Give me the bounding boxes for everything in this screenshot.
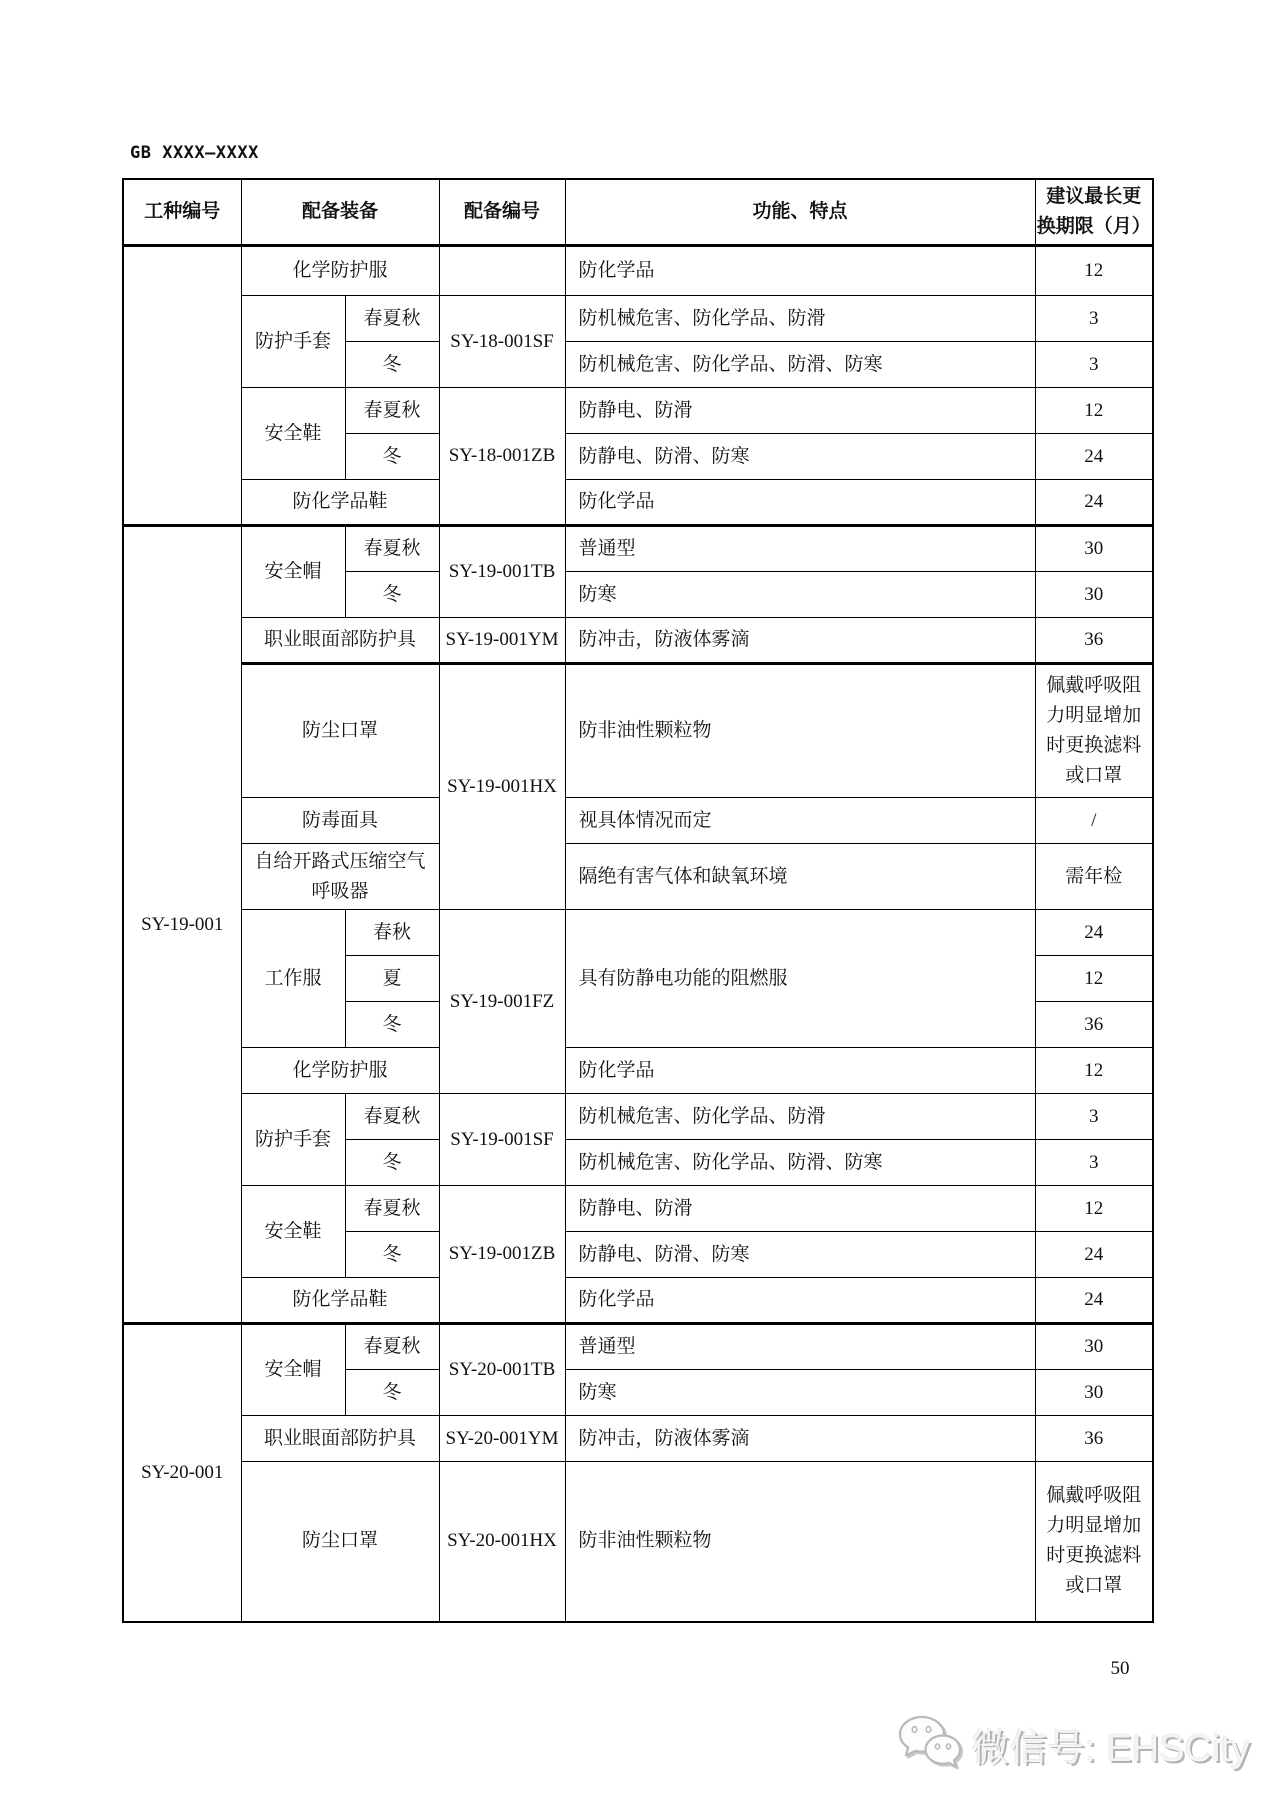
period-cell: 24 <box>1035 1278 1153 1324</box>
function-cell: 防化学品 <box>565 1048 1035 1094</box>
equipment-code-cell: SY-19-001SF <box>439 1094 565 1186</box>
period-cell: 12 <box>1035 1048 1153 1094</box>
period-cell: 30 <box>1035 1324 1153 1370</box>
period-cell: 需年检 <box>1035 844 1153 910</box>
season-cell: 冬 <box>345 1370 439 1416</box>
equipment-cell: 防尘口罩 <box>241 1462 439 1622</box>
function-cell: 具有防静电功能的阻燃服 <box>565 910 1035 1048</box>
function-cell: 防化学品 <box>565 246 1035 296</box>
period-cell: 24 <box>1035 434 1153 480</box>
job-code-cell <box>123 246 241 526</box>
job-code-cell: SY-19-001 <box>123 526 241 1324</box>
equipment-cell: 防护手套 <box>241 1094 345 1186</box>
period-cell: 36 <box>1035 618 1153 664</box>
season-cell: 冬 <box>345 434 439 480</box>
period-cell: 36 <box>1035 1416 1153 1462</box>
season-cell: 冬 <box>345 1002 439 1048</box>
function-cell: 防机械危害、防化学品、防滑 <box>565 296 1035 342</box>
equipment-code-cell: SY-20-001YM <box>439 1416 565 1462</box>
season-cell: 春秋 <box>345 910 439 956</box>
equipment-cell: 自给开路式压缩空气呼吸器 <box>241 844 439 910</box>
function-cell: 防化学品 <box>565 1278 1035 1324</box>
function-cell: 防静电、防滑 <box>565 1186 1035 1232</box>
column-header: 建议最长更 换期限（月） <box>1035 179 1153 246</box>
period-cell: 12 <box>1035 246 1153 296</box>
equipment-cell: 职业眼面部防护具 <box>241 1416 439 1462</box>
season-cell: 夏 <box>345 956 439 1002</box>
table-row <box>123 388 1153 434</box>
equipment-code-cell: SY-19-001FZ <box>439 910 565 1094</box>
period-cell: 3 <box>1035 1094 1153 1140</box>
function-cell: 防静电、防滑、防寒 <box>565 434 1035 480</box>
equipment-code-cell <box>439 246 565 296</box>
table-row <box>123 618 1153 664</box>
table-row <box>123 480 1153 526</box>
table-row <box>123 1186 1153 1232</box>
table-row <box>123 1048 1153 1094</box>
period-cell: 3 <box>1035 296 1153 342</box>
header-row <box>123 179 1153 246</box>
equipment-cell: 防化学品鞋 <box>241 1278 439 1324</box>
table-row <box>123 844 1153 910</box>
function-cell: 防静电、防滑、防寒 <box>565 1232 1035 1278</box>
function-cell: 防静电、防滑 <box>565 388 1035 434</box>
equipment-cell: 安全鞋 <box>241 1186 345 1278</box>
period-cell: 30 <box>1035 526 1153 572</box>
function-cell: 防机械危害、防化学品、防滑、防寒 <box>565 342 1035 388</box>
column-header: 配备编号 <box>439 179 565 246</box>
equipment-cell: 安全鞋 <box>241 388 345 480</box>
equipment-cell: 职业眼面部防护具 <box>241 618 439 664</box>
period-cell: 24 <box>1035 480 1153 526</box>
equipment-cell: 化学防护服 <box>241 1048 439 1094</box>
equipment-code-cell: SY-19-001ZB <box>439 1186 565 1324</box>
period-cell: 3 <box>1035 342 1153 388</box>
equipment-cell: 防护手套 <box>241 296 345 388</box>
table-row <box>123 296 1153 342</box>
season-cell: 春夏秋 <box>345 1186 439 1232</box>
function-cell: 普通型 <box>565 1324 1035 1370</box>
function-cell: 普通型 <box>565 526 1035 572</box>
function-cell: 防机械危害、防化学品、防滑 <box>565 1094 1035 1140</box>
season-cell: 春夏秋 <box>345 388 439 434</box>
page-number: 50 <box>1110 1658 1130 1679</box>
equipment-code-cell: SY-19-001HX <box>439 664 565 910</box>
period-cell: 24 <box>1035 910 1153 956</box>
table-row <box>123 1278 1153 1324</box>
function-cell: 防冲击，防液体雾滴 <box>565 618 1035 664</box>
function-cell: 视具体情况而定 <box>565 798 1035 844</box>
watermark-text: 微信号: EHSCity <box>971 1728 1250 1770</box>
equipment-cell: 防毒面具 <box>241 798 439 844</box>
equipment-code-cell: SY-20-001TB <box>439 1324 565 1416</box>
season-cell: 春夏秋 <box>345 1324 439 1370</box>
function-cell: 防寒 <box>565 1370 1035 1416</box>
function-cell: 防冲击，防液体雾滴 <box>565 1416 1035 1462</box>
equipment-cell: 工作服 <box>241 910 345 1048</box>
table-row <box>123 526 1153 572</box>
column-header: 工种编号 <box>123 179 241 246</box>
table-row <box>123 1462 1153 1622</box>
period-cell: 24 <box>1035 1232 1153 1278</box>
function-cell: 防非油性颗粒物 <box>565 664 1035 798</box>
function-cell: 防机械危害、防化学品、防滑、防寒 <box>565 1140 1035 1186</box>
table-row <box>123 664 1153 798</box>
standard-code-label: GB XXXX—XXXX <box>130 143 259 163</box>
period-cell: 12 <box>1035 956 1153 1002</box>
period-cell: 12 <box>1035 388 1153 434</box>
period-cell: 30 <box>1035 572 1153 618</box>
table-row <box>123 1324 1153 1370</box>
wechat-icon <box>896 1714 962 1775</box>
equipment-code-cell: SY-18-001SF <box>439 296 565 388</box>
function-cell: 防非油性颗粒物 <box>565 1462 1035 1622</box>
season-cell: 冬 <box>345 342 439 388</box>
period-cell: 12 <box>1035 1186 1153 1232</box>
watermark <box>896 1714 1250 1775</box>
table-row <box>123 798 1153 844</box>
period-cell: 佩戴呼吸阻力明显增加时更换滤料或口罩 <box>1035 1462 1153 1622</box>
equipment-cell: 防化学品鞋 <box>241 480 439 526</box>
season-cell: 春夏秋 <box>345 296 439 342</box>
season-cell: 春夏秋 <box>345 526 439 572</box>
function-cell: 隔绝有害气体和缺氧环境 <box>565 844 1035 910</box>
season-cell: 冬 <box>345 1140 439 1186</box>
table-row <box>123 1094 1153 1140</box>
equipment-code-cell: SY-19-001YM <box>439 618 565 664</box>
equipment-cell: 安全帽 <box>241 526 345 618</box>
column-header: 配备装备 <box>241 179 439 246</box>
column-header: 功能、特点 <box>565 179 1035 246</box>
period-cell: 36 <box>1035 1002 1153 1048</box>
table-row <box>123 1416 1153 1462</box>
equipment-cell: 化学防护服 <box>241 246 439 296</box>
period-cell: 30 <box>1035 1370 1153 1416</box>
job-code-cell: SY-20-001 <box>123 1324 241 1622</box>
equipment-code-cell: SY-19-001TB <box>439 526 565 618</box>
equipment-cell: 安全帽 <box>241 1324 345 1416</box>
table-row <box>123 246 1153 296</box>
period-cell: / <box>1035 798 1153 844</box>
equipment-code-cell: SY-20-001HX <box>439 1462 565 1622</box>
equipment-table <box>122 178 1154 1623</box>
season-cell: 冬 <box>345 1232 439 1278</box>
function-cell: 防寒 <box>565 572 1035 618</box>
period-cell: 佩戴呼吸阻力明显增加时更换滤料或口罩 <box>1035 664 1153 798</box>
season-cell: 冬 <box>345 572 439 618</box>
equipment-cell: 防尘口罩 <box>241 664 439 798</box>
table-row <box>123 910 1153 956</box>
function-cell: 防化学品 <box>565 480 1035 526</box>
period-cell: 3 <box>1035 1140 1153 1186</box>
equipment-code-cell: SY-18-001ZB <box>439 388 565 526</box>
season-cell: 春夏秋 <box>345 1094 439 1140</box>
